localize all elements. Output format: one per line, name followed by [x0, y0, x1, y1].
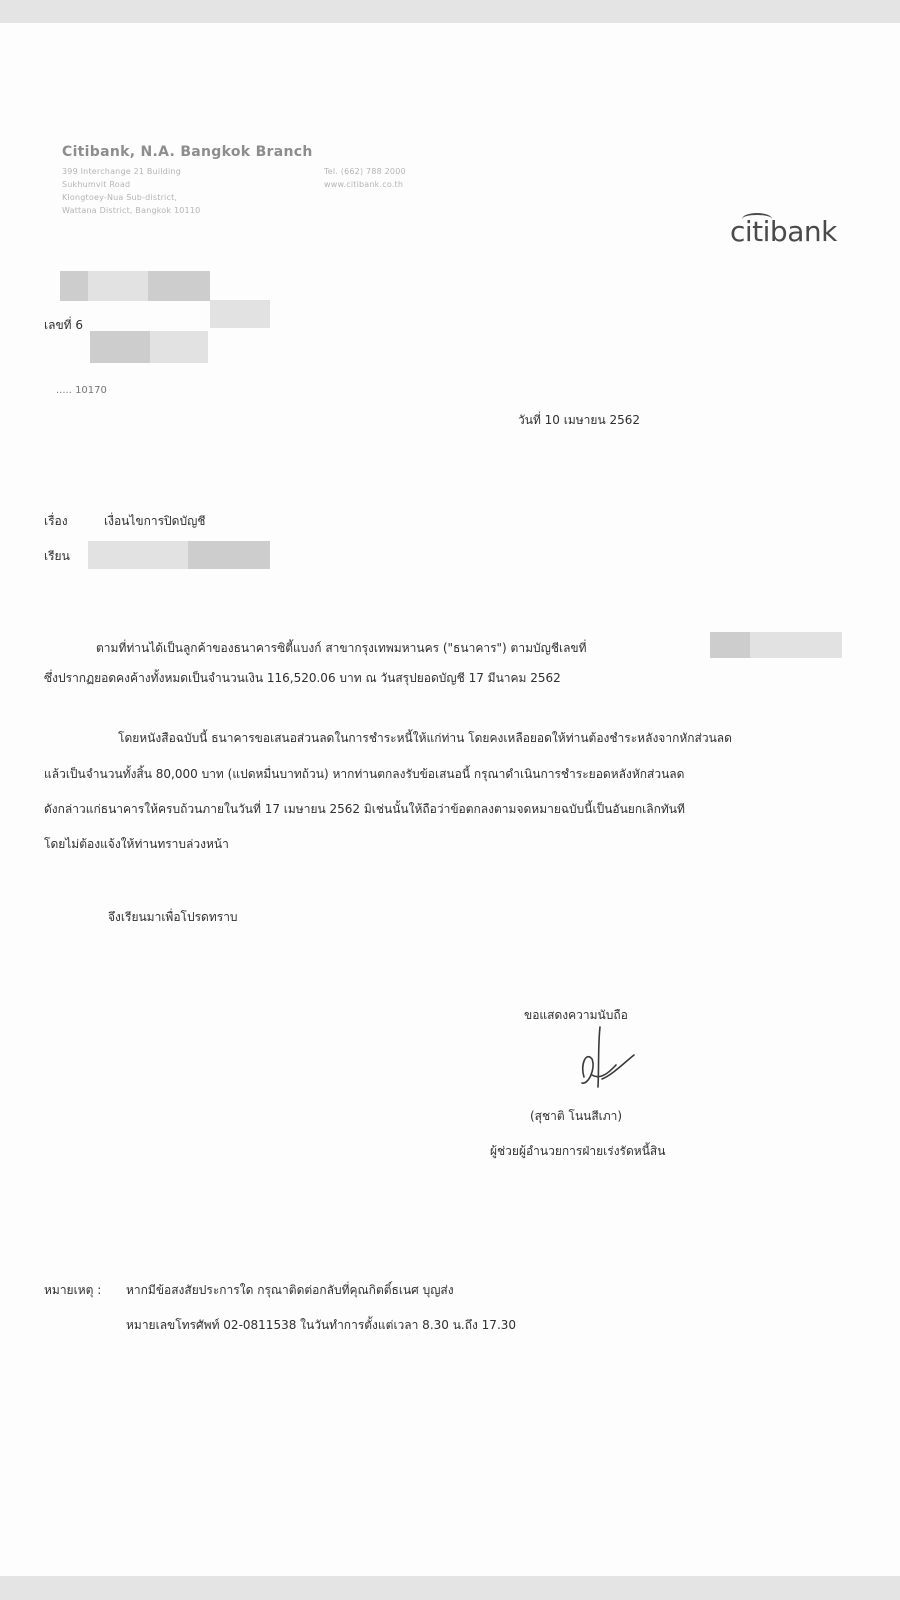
redaction-block [90, 331, 150, 363]
paragraph-2-line-1: โดยหนังสือฉบับนี้ ธนาคารขอเสนอส่วนลดในการชำระหนี้ให้แก่ท่าน โดยคงเหลือยอดให้ท่านต้องชำระหลังจากหักส่วนลด [118, 731, 732, 745]
citibank-logo [730, 215, 837, 248]
redaction-block [210, 300, 270, 328]
redaction-block [148, 271, 210, 301]
regards: ขอแสดงความนับถือ [524, 1008, 628, 1022]
recipient-label: เรียน [44, 549, 70, 563]
logo-arc-icon [742, 213, 772, 225]
subject-label: เรื่อง [44, 514, 68, 528]
redaction-block [88, 271, 148, 301]
reference-code: ..... 10170 [56, 385, 107, 396]
paragraph-1-line-1: ตามที่ท่านได้เป็นลูกค้าของธนาคารซิตี้แบงก์ สาขากรุงเทพมหานคร ("ธนาคาร") ตามบัญชีเลขที่ [96, 641, 587, 655]
bank-tel: Tel. (662) 788 2000 [324, 167, 406, 176]
note-line-2: หมายเลขโทรศัพท์ 02-0811538 ในวันทำการตั้งแต่เวลา 8.30 น.ถึง 17.30 [126, 1318, 517, 1332]
letter-date: วันที่ 10 เมษายน 2562 [518, 413, 640, 427]
reference-number: เลขที่ 6 [44, 318, 84, 332]
redaction-block [710, 632, 750, 658]
note-line-1: หากมีข้อสงสัยประการใด กรุณาติดต่อกลับที่คุณกิตติ์ธเนศ บุญส่ง [126, 1283, 454, 1297]
redaction-block [750, 632, 842, 658]
note-label: หมายเหตุ : [44, 1283, 102, 1297]
redaction-block [150, 331, 208, 363]
redaction-block [88, 541, 188, 569]
logo-text: citibank [730, 215, 837, 248]
paragraph-1-line-2: ซึ่งปรากฏยอดคงค้างทั้งหมดเป็นจำนวนเงิน 116,520.06 บาท ณ วันสรุปยอดบัญชี 17 มีนาคม 2562 [44, 671, 561, 685]
address-line-1: 399 Interchange 21 Building [62, 167, 181, 176]
paragraph-2-line-3: ดังกล่าวแก่ธนาคารให้ครบถ้วนภายในวันที่ 17 เมษายน 2562 มิเช่นนั้นให้ถือว่าข้อตกลงตามจดหมายฉบับนี้เป็นอันยกเลิกทันที [44, 802, 685, 816]
address-line-2: Sukhumvit Road [62, 180, 131, 189]
redaction-block [188, 541, 270, 569]
signatory-name: (สุชาติ โนนสีเภา) [530, 1109, 623, 1123]
address-line-4: Wattana District, Bangkok 10110 [62, 206, 201, 215]
bank-name: Citibank, N.A. Bangkok Branch [62, 144, 313, 160]
closing-line: จึงเรียนมาเพื่อโปรดทราบ [108, 910, 238, 924]
signatory-title: ผู้ช่วยผู้อำนวยการฝ่ายเร่งรัดหนี้สิน [490, 1144, 666, 1158]
paragraph-2-line-2: แล้วเป็นจำนวนทั้งสิ้น 80,000 บาท (แปดหมื่นบาทถ้วน) หากท่านตกลงรับข้อเสนอนี้ กรุณาดำเนินการชำระยอดหลังหักส่วนลด [44, 767, 685, 781]
handwritten-signature [572, 1025, 642, 1095]
paragraph-2-line-4: โดยไม่ต้องแจ้งให้ท่านทราบล่วงหน้า [44, 837, 229, 851]
redaction-block [60, 271, 88, 301]
address-line-3: Klongtoey-Nua Sub-district, [62, 193, 178, 202]
subject-text: เงื่อนไขการปิดบัญชี [104, 514, 206, 528]
bank-website: www.citibank.co.th [324, 180, 404, 189]
